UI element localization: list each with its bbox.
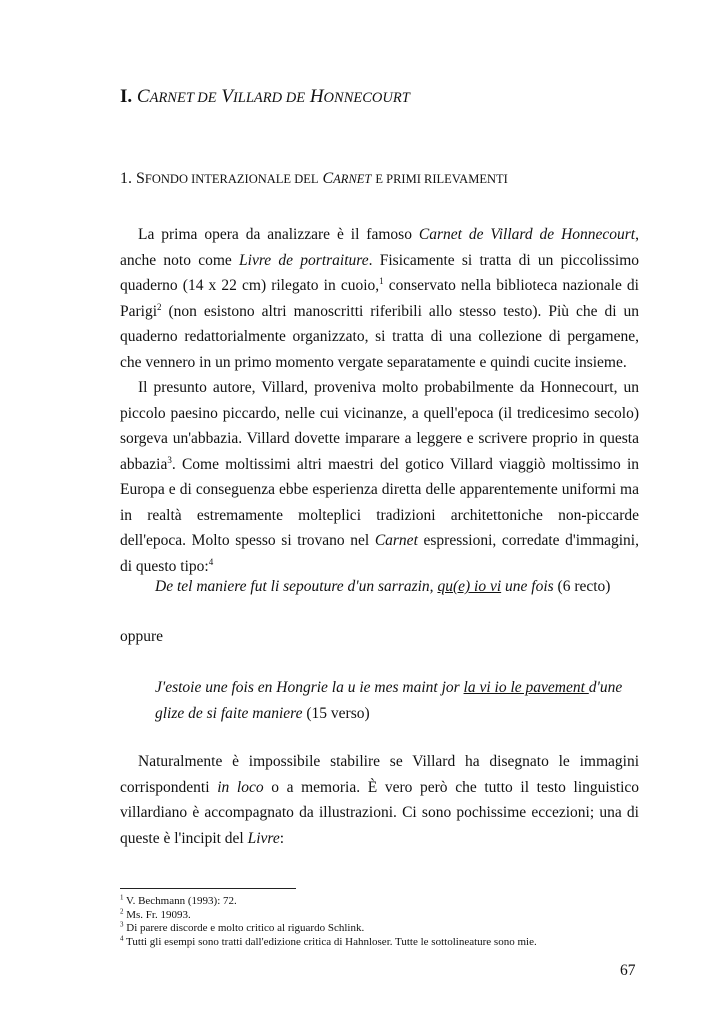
footnote-4: $^4$ Tutti gli esempi sono tratti dall'edizione critica di Hahnloser. Tutte le sottolineature sono mie. [120,933,537,948]
footnote-2: $^2$ Ms. Fr. 19093. [120,906,191,921]
page-number: 67 [620,962,636,979]
footnote-ref: 2 [157,301,162,312]
body-text [120,222,639,579]
footnotes [120,895,537,949]
footnote-separator [120,888,296,889]
footnote-1: $^1$ V. Bechmann (1993): 72. [120,893,237,907]
footnote-ref: 4 [208,556,214,567]
oppure-text: oppure [120,628,164,645]
paragraph-author: Il presunto autore, Villard, proveniva molto probabilmente da Honnecourt, un piccolo paesino piccardo, nelle cui vicinanze, a quell'epoca (il tredicesimo secolo) sorgeva un'abbazia. Villard dovette imparare a leggere e scrivere proprio in questa abbazia$^3$. Come moltissimi altri maestri del gotico Villard viaggiò moltissimo in Europa e di conseguenza ebbe esperienza diretta delle apparentemente uniformi ma in realtà estremamente molteplici tradizioni architettoniche non-piccarde dell'epoca. Molto spesso si trovano nel Carnet espressioni, corredate d'immagini, di questo tipo:$^4$ [120,379,639,575]
footnote-ref: 1 [379,275,384,286]
paragraph-intro: La prima opera da analizzare è il famoso Carnet de Villard de Honnecourt, anche noto come Livre de portraiture. Fisicamente si tratta di un piccolissimo quaderno (14 x 22 cm) rilegato in cuoio,$^1$ conservato nella biblioteca nazionale di Parigi$^2$ (non esistono altri manoscritti riferibili allo stesso testo). Più che di un quaderno redattorialmente organizzato, si tratta di una collezione di pergamene, che vennero in un primo momento vergate separatamente e quindi cucite insieme. [120,226,639,371]
quote-one: De tel maniere fut li sepouture d'un sarrazin, qu(e) io vi une fois (6 recto) [155,578,611,595]
paragraph-illustrations: Naturalmente è impossibile stabilire se Villard ha disegnato le immagini corrispondenti in loco o a memoria. È vero però che tutto il testo linguistico villardiano è accompagnato da illustrazioni. Ci sono pochissime eccezioni; una di queste è l'incipit del Livre: [120,753,640,847]
chapter-heading: I. CARNET DE VILLARD DE HONNECOURT [120,86,410,107]
quote-two: J'estoie une fois en Hongrie la u ie mes maint jor la vi io le pavement d'une glize de si faite maniere (15 verso) [155,679,623,722]
footnote-ref: 3 [167,454,172,465]
section-heading: 1. SFONDO INTERAZIONALE DEL CARNET E PRIMI RILEVAMENTI [120,170,508,187]
footnote-3: $^3$ Di parere discorde e molto critico al riguardo Schlink. [120,920,365,934]
